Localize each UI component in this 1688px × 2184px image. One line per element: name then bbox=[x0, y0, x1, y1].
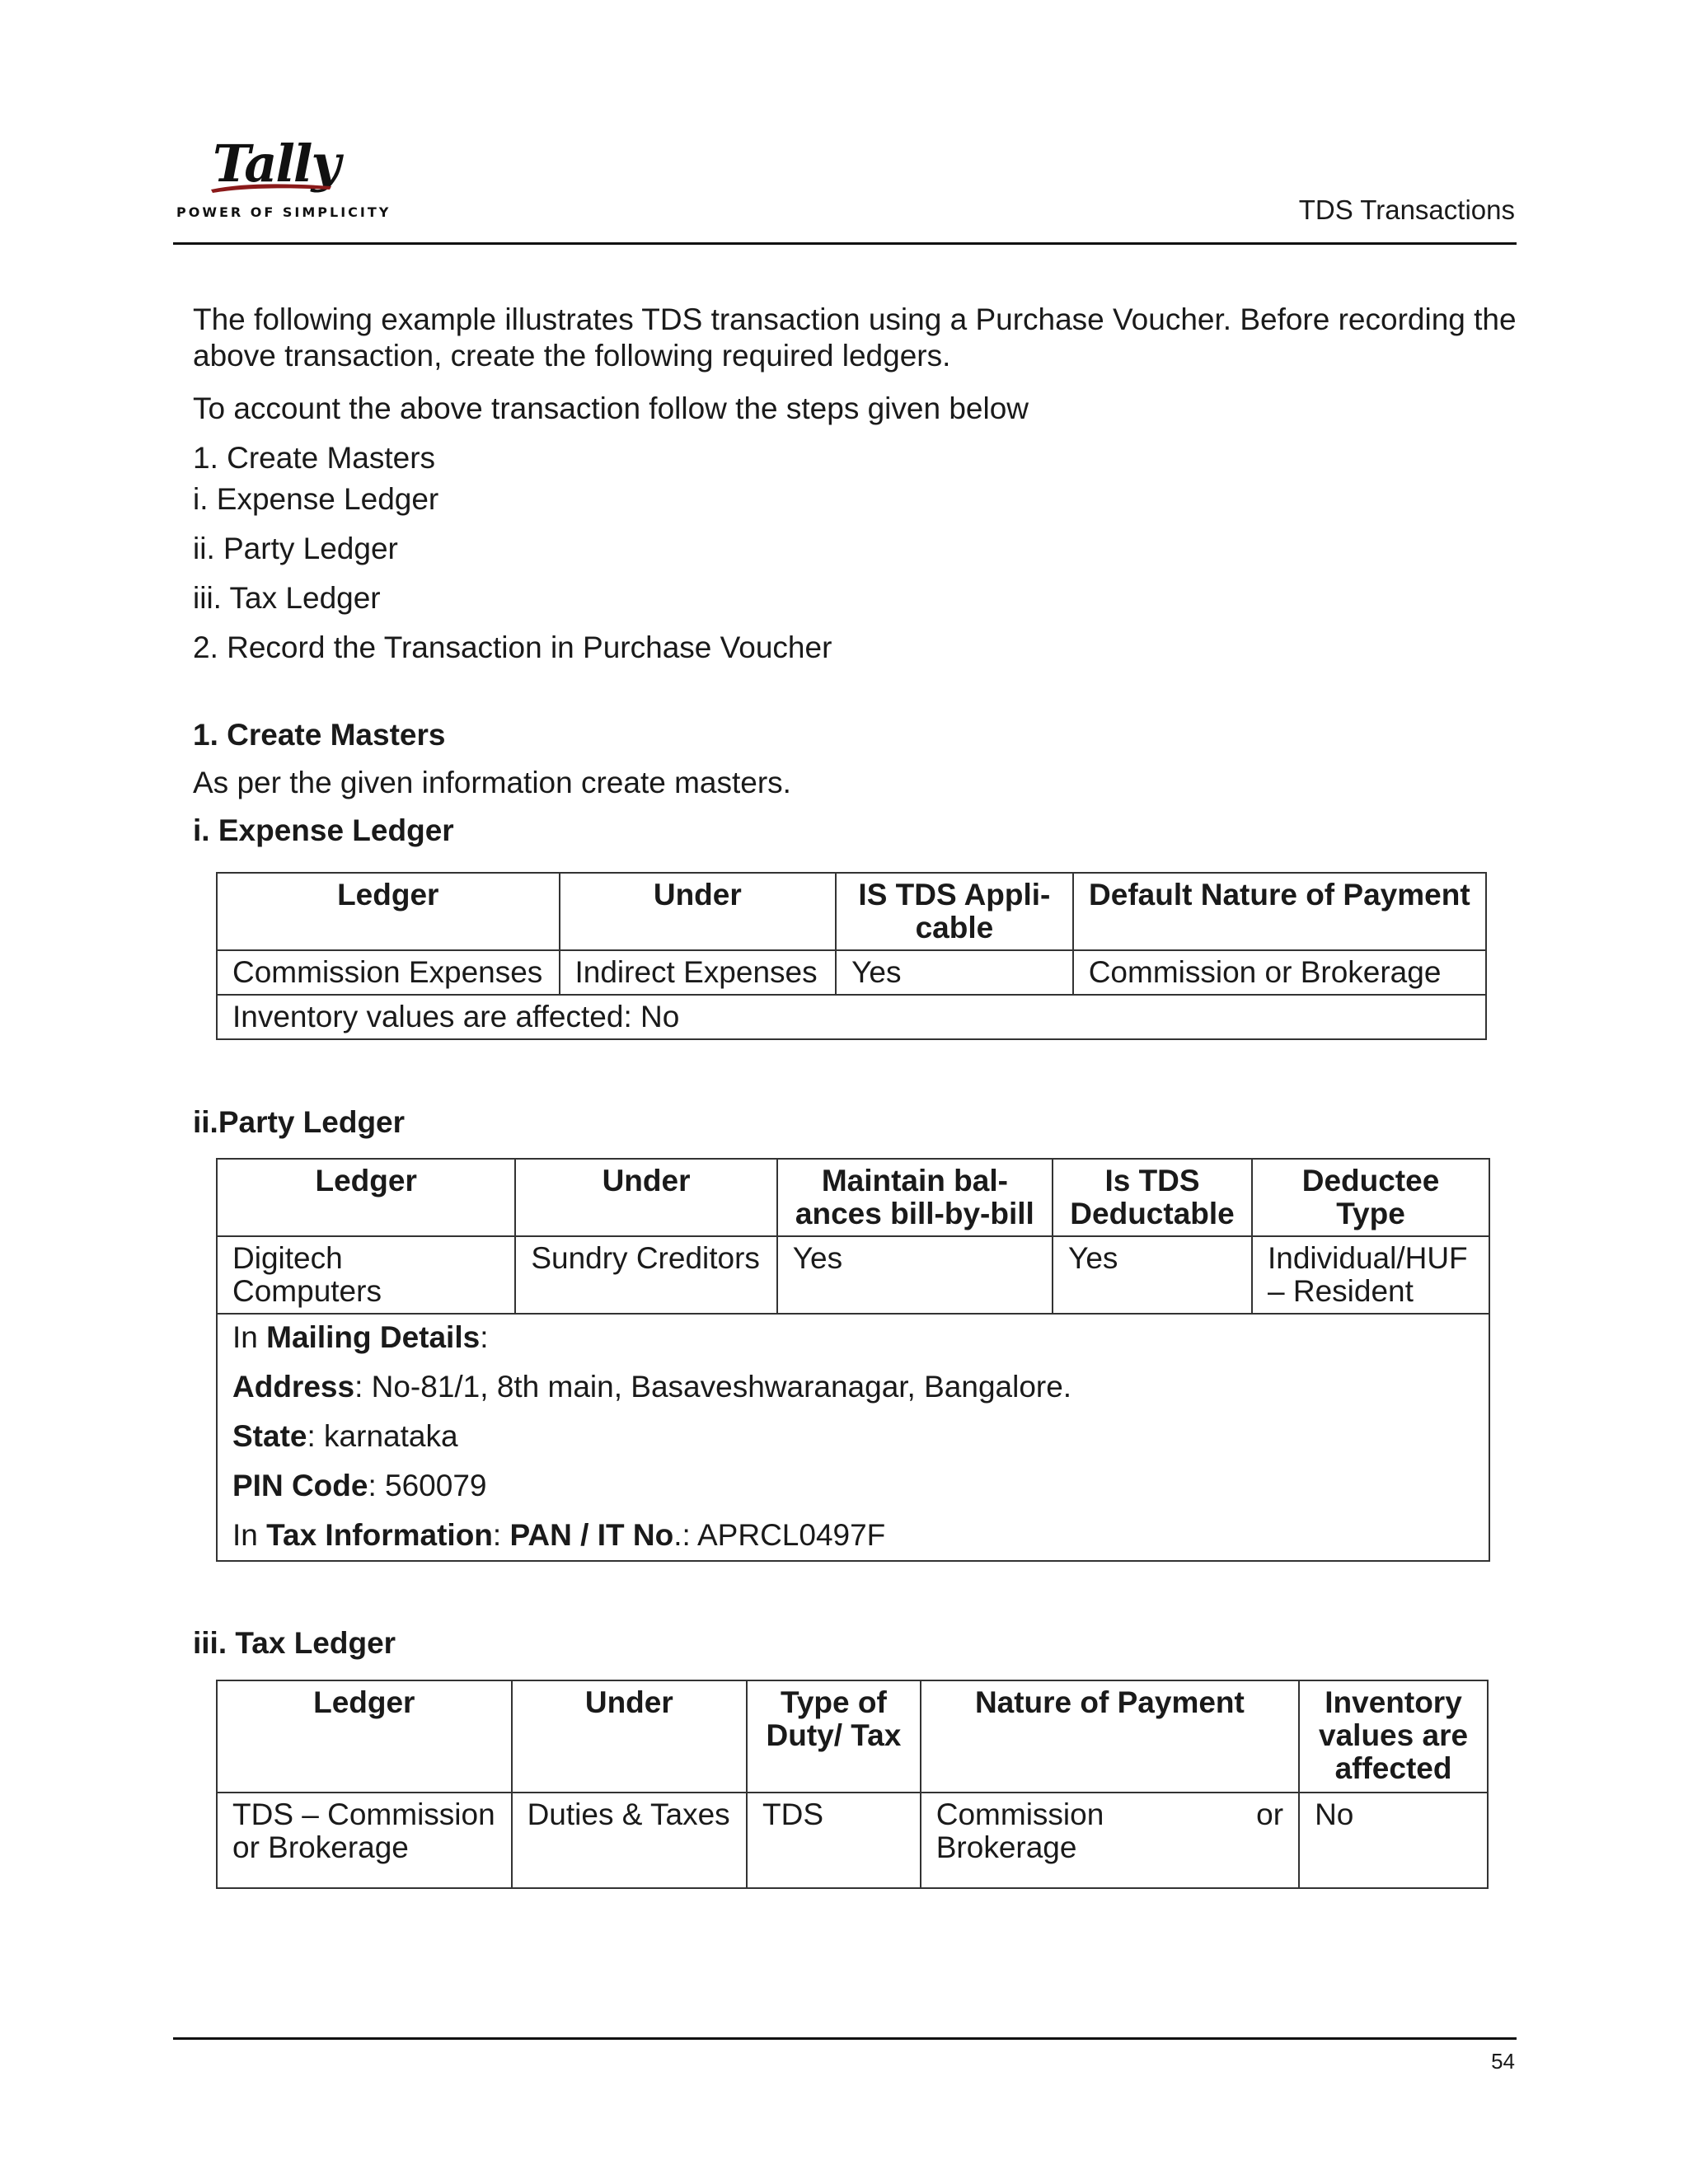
table-cell: Individual/HUF – Resident bbox=[1252, 1236, 1489, 1314]
mailing-details-line: In Mailing Details: bbox=[232, 1320, 489, 1354]
state-line: State: karnataka bbox=[232, 1419, 458, 1453]
table-cell: Commission or Brokerage bbox=[921, 1793, 1299, 1888]
table-cell: Yes bbox=[777, 1236, 1053, 1314]
column-header: Deductee Type bbox=[1252, 1159, 1489, 1236]
column-header: Under bbox=[515, 1159, 776, 1236]
step-item: ii. Party Ledger bbox=[193, 532, 398, 565]
table-header-row bbox=[217, 1159, 1489, 1236]
logo-swoosh-icon bbox=[209, 181, 333, 194]
table-row bbox=[217, 1236, 1489, 1314]
column-header: Inventory values are affected bbox=[1299, 1680, 1488, 1793]
column-header: IS TDS Appli- cable bbox=[836, 873, 1073, 950]
table-cell: TDS bbox=[747, 1793, 921, 1888]
page-number: 54 bbox=[1491, 2049, 1515, 2074]
column-header: Default Nature of Payment bbox=[1073, 873, 1486, 950]
column-header: Nature of Payment bbox=[921, 1680, 1299, 1793]
column-header: Is TDS Deductable bbox=[1053, 1159, 1252, 1236]
header-divider bbox=[173, 242, 1517, 245]
tax-ledger-table bbox=[216, 1680, 1489, 1889]
table-row bbox=[217, 1314, 1489, 1561]
expense-ledger-heading: i. Expense Ledger bbox=[193, 813, 454, 847]
create-masters-text: As per the given information create masters. bbox=[193, 766, 791, 799]
column-header: Ledger bbox=[217, 1680, 512, 1793]
column-header: Type of Duty/ Tax bbox=[747, 1680, 921, 1793]
step-item: iii. Tax Ledger bbox=[193, 581, 381, 615]
logo-wordmark: Tally bbox=[213, 134, 340, 194]
step-item: i. Expense Ledger bbox=[193, 482, 439, 516]
table-cell: Indirect Expenses bbox=[560, 950, 837, 995]
logo-tagline: POWER OF SIMPLICITY bbox=[176, 204, 392, 220]
party-ledger-heading: ii.Party Ledger bbox=[193, 1105, 406, 1139]
column-header: Ledger bbox=[217, 873, 560, 950]
intro-paragraph: The following example illustrates TDS transaction using a Purchase Voucher. Before recording the above transaction, create the following required ledgers. bbox=[193, 302, 1517, 373]
table-cell: TDS – Commission or Brokerage bbox=[217, 1793, 512, 1888]
mailing-details-cell bbox=[217, 1314, 1489, 1561]
intro-content bbox=[193, 302, 1520, 849]
pin-code-line: PIN Code: 560079 bbox=[232, 1469, 487, 1502]
column-header: Under bbox=[560, 873, 837, 950]
table-cell: Commission Expenses bbox=[217, 950, 560, 995]
table-cell: Sundry Creditors bbox=[515, 1236, 776, 1314]
create-masters-heading: 1. Create Masters bbox=[193, 718, 446, 752]
column-header: Ledger bbox=[217, 1159, 515, 1236]
table-cell: Commission or Brokerage bbox=[1073, 950, 1486, 995]
table-cell: Duties & Taxes bbox=[512, 1793, 747, 1888]
inventory-note: Inventory values are affected: No bbox=[217, 995, 1486, 1039]
table-cell: Yes bbox=[836, 950, 1073, 995]
expense-ledger-table bbox=[216, 872, 1487, 1040]
footer-divider bbox=[173, 2037, 1517, 2040]
tally-logo bbox=[176, 134, 392, 224]
table-row bbox=[217, 1793, 1488, 1888]
table-header-row bbox=[217, 873, 1486, 950]
table-row bbox=[217, 950, 1486, 995]
section-title: TDS Transactions bbox=[1298, 194, 1515, 225]
table-header-row bbox=[217, 1680, 1488, 1793]
column-header: Under bbox=[512, 1680, 747, 1793]
table-cell: No bbox=[1299, 1793, 1488, 1888]
step-item: 1. Create Masters bbox=[193, 441, 436, 475]
tax-information-line: In Tax Information: PAN / IT No.: APRCL0497F bbox=[232, 1518, 886, 1552]
table-cell: Digitech Computers bbox=[217, 1236, 515, 1314]
address-line: Address: No-81/1, 8th main, Basaveshwaranagar, Bangalore. bbox=[232, 1370, 1072, 1404]
party-ledger-table bbox=[216, 1158, 1490, 1562]
table-cell: Yes bbox=[1053, 1236, 1252, 1314]
column-header: Maintain bal- ances bill-by-bill bbox=[777, 1159, 1053, 1236]
table-row bbox=[217, 995, 1486, 1039]
tax-ledger-heading: iii. Tax Ledger bbox=[193, 1626, 396, 1660]
steps-intro: To account the above transaction follow the steps given below bbox=[193, 391, 1029, 425]
step-item: 2. Record the Transaction in Purchase Voucher bbox=[193, 630, 832, 664]
